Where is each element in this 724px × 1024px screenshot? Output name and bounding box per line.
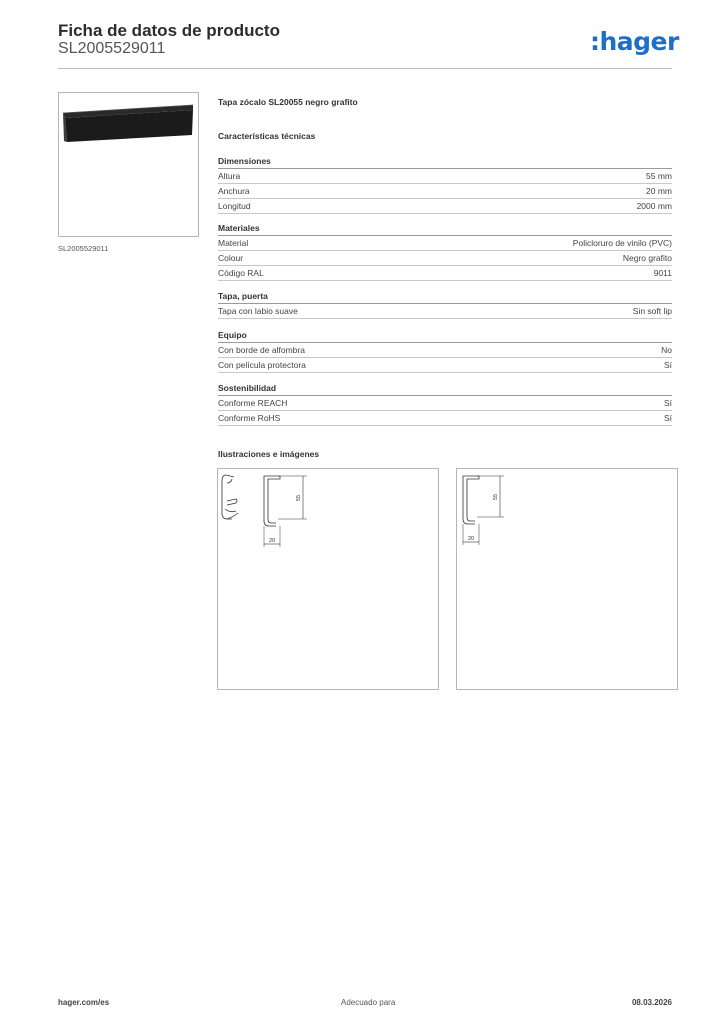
product-image-caption: SL2005529011 <box>58 244 109 253</box>
spec-value: 20 mm <box>646 186 672 196</box>
product-name: Tapa zócalo SL20055 negro grafito <box>218 97 358 107</box>
width-dimension-label: 20 <box>268 538 276 544</box>
technical-characteristics-heading: Características técnicas <box>218 131 316 141</box>
profile-drawing <box>218 469 438 689</box>
spec-value: Sin soft lip <box>632 306 672 316</box>
cover-profile-photo <box>59 93 198 236</box>
spec-label: Longitud <box>218 201 251 211</box>
spec-section-tapa-puerta <box>218 290 672 319</box>
height-dimension-label: 55 <box>493 493 499 501</box>
spec-value: No <box>661 345 672 355</box>
spec-row <box>218 396 672 411</box>
spec-label: Conforme REACH <box>218 398 288 408</box>
spec-row <box>218 304 672 319</box>
dimension-drawing-2 <box>456 468 678 690</box>
product-image <box>58 92 199 237</box>
footer-website-link[interactable]: hager.com/es <box>58 998 110 1007</box>
width-dimension-label: 20 <box>467 536 475 542</box>
spec-row <box>218 266 672 281</box>
spec-value: Negro grafito <box>622 253 672 263</box>
spec-row <box>218 251 672 266</box>
spec-label: Altura <box>218 171 241 181</box>
spec-value: 2000 mm <box>636 201 672 211</box>
spec-row <box>218 411 672 426</box>
spec-row <box>218 169 672 184</box>
hager-logo: :hager <box>590 27 679 56</box>
footer-date: 08.03.2026 <box>631 998 672 1007</box>
spec-row <box>218 236 672 251</box>
spec-row <box>218 184 672 199</box>
spec-section-sostenibilidad <box>218 382 672 426</box>
spec-row <box>218 343 672 358</box>
profile-drawing <box>457 469 677 689</box>
spec-value: 55 mm <box>646 171 672 181</box>
spec-label: Tapa con labio suave <box>218 306 298 316</box>
height-dimension-label: 55 <box>296 494 302 502</box>
spec-section-title: Dimensiones <box>218 155 672 169</box>
spec-label: Código RAL <box>218 268 264 278</box>
spec-value: Sí <box>663 413 672 423</box>
dimension-drawing-1 <box>217 468 439 690</box>
spec-label: Con borde de alfombra <box>218 345 305 355</box>
spec-label: Anchura <box>218 186 250 196</box>
spec-label: Colour <box>218 253 244 263</box>
spec-value: Sí <box>663 360 672 370</box>
spec-section-title: Tapa, puerta <box>218 290 672 304</box>
spec-section-title: Materiales <box>218 222 672 236</box>
footer-note: Adecuado para <box>341 998 396 1007</box>
product-code: SL2005529011 <box>58 40 166 57</box>
page-title: Ficha de datos de producto <box>58 21 280 40</box>
spec-section-equipo <box>218 329 672 373</box>
spec-label: Material <box>218 238 249 248</box>
spec-section-dimensiones <box>218 155 672 214</box>
spec-label: Conforme RoHS <box>218 413 281 423</box>
header-divider <box>58 68 672 69</box>
spec-section-title: Equipo <box>218 329 672 343</box>
spec-row <box>218 199 672 214</box>
spec-value: 9011 <box>653 268 672 278</box>
illustrations-heading: Ilustraciones e imágenes <box>218 449 320 459</box>
spec-section-title: Sostenibilidad <box>218 382 672 396</box>
spec-section-materiales <box>218 222 672 281</box>
spec-value: Sí <box>663 398 672 408</box>
spec-value: Policloruro de vinilo (PVC) <box>572 238 672 248</box>
spec-label: Con película protectora <box>218 360 306 370</box>
spec-row <box>218 358 672 373</box>
